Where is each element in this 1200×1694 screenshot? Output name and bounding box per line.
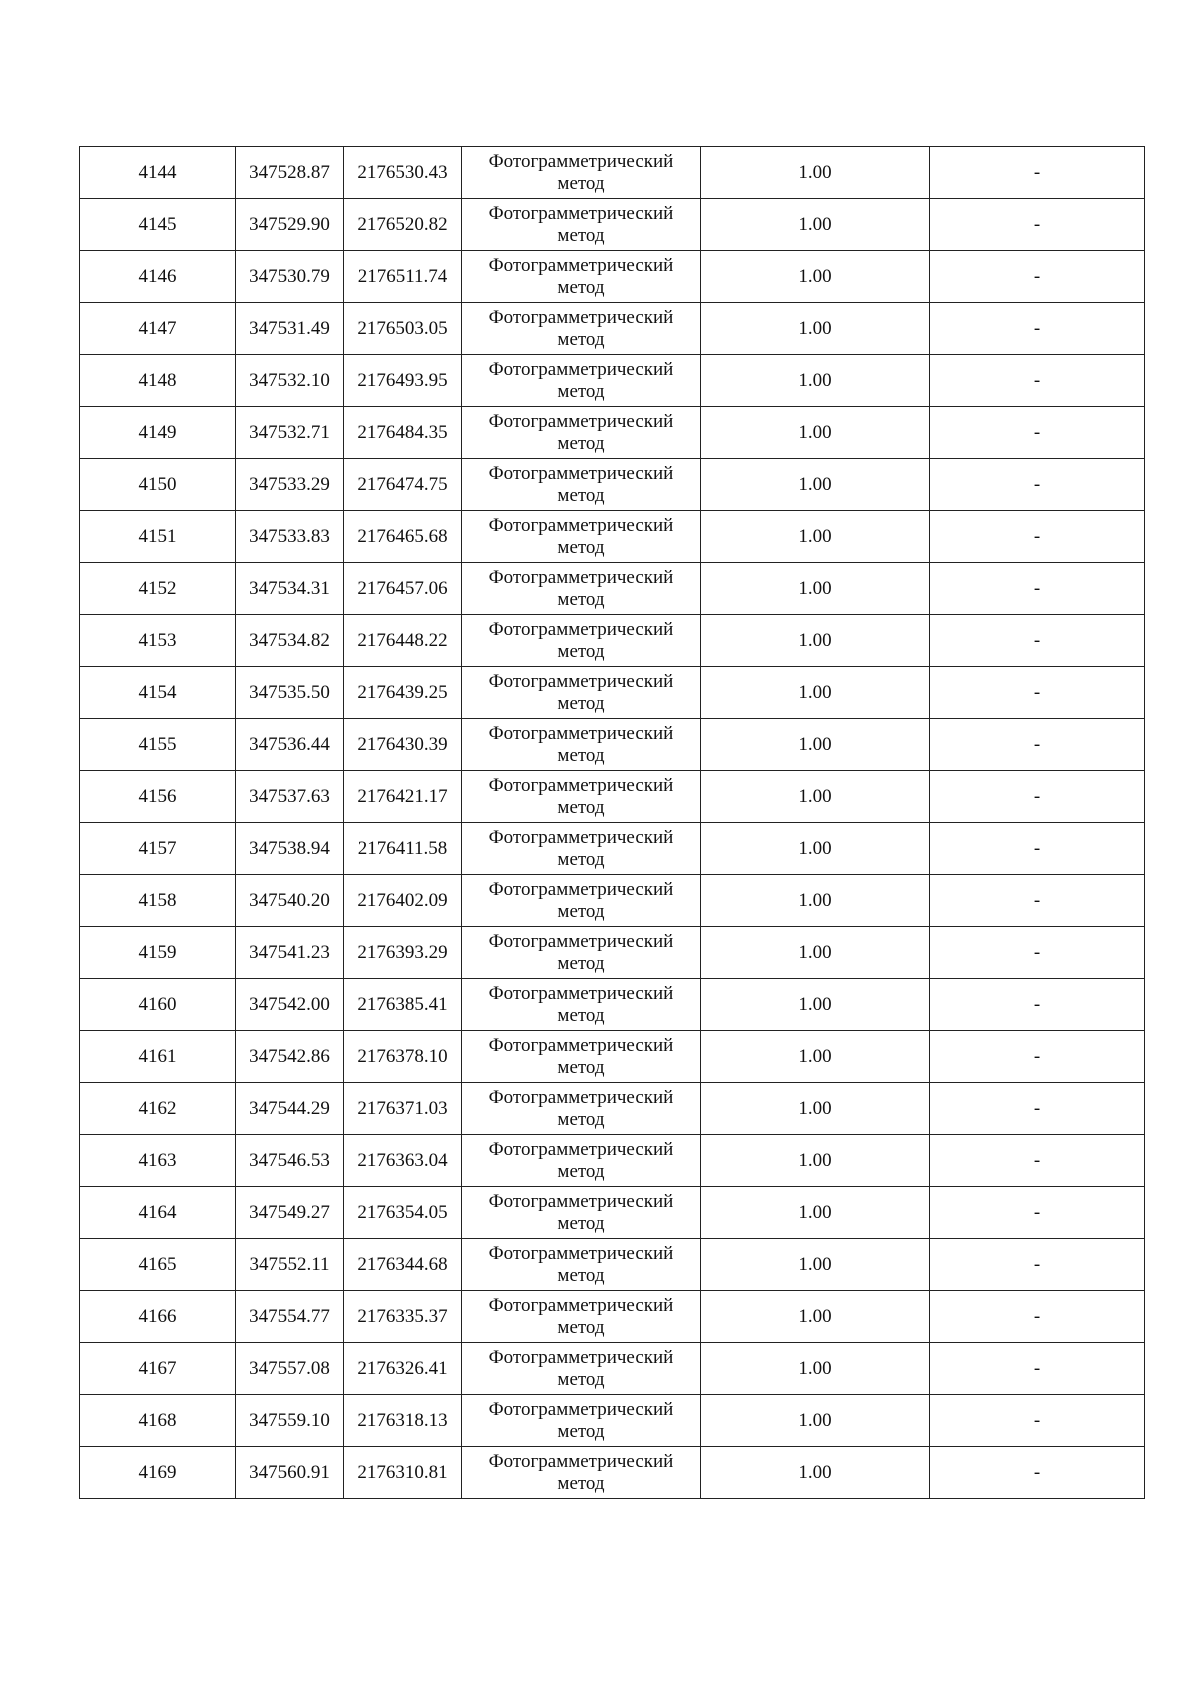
y-coordinate-cell: 2176385.41 (344, 979, 462, 1031)
table-row (80, 1447, 1145, 1499)
accuracy-cell: 1.00 (701, 667, 930, 719)
table-row (80, 823, 1145, 875)
point-number-cell: 4156 (80, 771, 236, 823)
method-text: Фотограмметрический метод (488, 410, 674, 454)
note-cell: - (930, 1447, 1145, 1499)
table-row (80, 407, 1145, 459)
method-text: Фотограмметрический метод (488, 150, 674, 194)
y-coordinate-cell: 2176448.22 (344, 615, 462, 667)
y-coordinate-cell: 2176530.43 (344, 147, 462, 199)
note-cell: - (930, 199, 1145, 251)
note-cell: - (930, 1239, 1145, 1291)
note-cell: - (930, 407, 1145, 459)
method-text: Фотограмметрический метод (488, 1138, 674, 1182)
method-cell (462, 303, 701, 355)
method-cell (462, 355, 701, 407)
accuracy-cell: 1.00 (701, 1083, 930, 1135)
method-cell (462, 875, 701, 927)
note-cell: - (930, 823, 1145, 875)
accuracy-cell: 1.00 (701, 563, 930, 615)
method-cell (462, 1343, 701, 1395)
point-number-cell: 4167 (80, 1343, 236, 1395)
accuracy-cell: 1.00 (701, 927, 930, 979)
point-number-cell: 4149 (80, 407, 236, 459)
note-cell: - (930, 1343, 1145, 1395)
point-number-cell: 4145 (80, 199, 236, 251)
accuracy-cell: 1.00 (701, 979, 930, 1031)
accuracy-cell: 1.00 (701, 1343, 930, 1395)
x-coordinate-cell: 347540.20 (236, 875, 344, 927)
method-text: Фотограмметрический метод (488, 774, 674, 818)
point-number-cell: 4146 (80, 251, 236, 303)
note-cell: - (930, 771, 1145, 823)
method-cell (462, 147, 701, 199)
method-text: Фотограмметрический метод (488, 1190, 674, 1234)
y-coordinate-cell: 2176520.82 (344, 199, 462, 251)
method-text: Фотограмметрический метод (488, 254, 674, 298)
x-coordinate-cell: 347560.91 (236, 1447, 344, 1499)
point-number-cell: 4165 (80, 1239, 236, 1291)
table-row (80, 771, 1145, 823)
table-row (80, 147, 1145, 199)
method-cell (462, 1187, 701, 1239)
note-cell: - (930, 667, 1145, 719)
method-cell (462, 1447, 701, 1499)
y-coordinate-cell: 2176335.37 (344, 1291, 462, 1343)
note-cell: - (930, 875, 1145, 927)
note-cell: - (930, 615, 1145, 667)
method-text: Фотограмметрический метод (488, 1346, 674, 1390)
accuracy-cell: 1.00 (701, 303, 930, 355)
method-cell (462, 1031, 701, 1083)
x-coordinate-cell: 347544.29 (236, 1083, 344, 1135)
method-text: Фотограмметрический метод (488, 462, 674, 506)
x-coordinate-cell: 347538.94 (236, 823, 344, 875)
x-coordinate-cell: 347541.23 (236, 927, 344, 979)
method-cell (462, 1291, 701, 1343)
method-text: Фотограмметрический метод (488, 1034, 674, 1078)
method-text: Фотограмметрический метод (488, 618, 674, 662)
method-cell (462, 927, 701, 979)
point-number-cell: 4159 (80, 927, 236, 979)
x-coordinate-cell: 347549.27 (236, 1187, 344, 1239)
x-coordinate-cell: 347532.10 (236, 355, 344, 407)
point-number-cell: 4168 (80, 1395, 236, 1447)
x-coordinate-cell: 347537.63 (236, 771, 344, 823)
note-cell: - (930, 1395, 1145, 1447)
method-text: Фотограмметрический метод (488, 566, 674, 610)
table-row (80, 875, 1145, 927)
method-cell (462, 1239, 701, 1291)
y-coordinate-cell: 2176511.74 (344, 251, 462, 303)
table-row (80, 355, 1145, 407)
point-number-cell: 4150 (80, 459, 236, 511)
note-cell: - (930, 1187, 1145, 1239)
accuracy-cell: 1.00 (701, 1031, 930, 1083)
table-row (80, 1031, 1145, 1083)
y-coordinate-cell: 2176354.05 (344, 1187, 462, 1239)
y-coordinate-cell: 2176363.04 (344, 1135, 462, 1187)
method-cell (462, 563, 701, 615)
method-cell (462, 615, 701, 667)
table-row (80, 979, 1145, 1031)
y-coordinate-cell: 2176326.41 (344, 1343, 462, 1395)
accuracy-cell: 1.00 (701, 823, 930, 875)
point-number-cell: 4154 (80, 667, 236, 719)
accuracy-cell: 1.00 (701, 511, 930, 563)
table-row (80, 511, 1145, 563)
method-cell (462, 459, 701, 511)
method-text: Фотограмметрический метод (488, 826, 674, 870)
note-cell: - (930, 927, 1145, 979)
method-cell (462, 979, 701, 1031)
note-cell: - (930, 1031, 1145, 1083)
method-text: Фотограмметрический метод (488, 1086, 674, 1130)
method-cell (462, 823, 701, 875)
x-coordinate-cell: 347530.79 (236, 251, 344, 303)
x-coordinate-cell: 347542.86 (236, 1031, 344, 1083)
table-row (80, 1083, 1145, 1135)
table-row (80, 563, 1145, 615)
x-coordinate-cell: 347546.53 (236, 1135, 344, 1187)
accuracy-cell: 1.00 (701, 719, 930, 771)
point-number-cell: 4163 (80, 1135, 236, 1187)
y-coordinate-cell: 2176371.03 (344, 1083, 462, 1135)
method-text: Фотограмметрический метод (488, 1450, 674, 1494)
y-coordinate-cell: 2176484.35 (344, 407, 462, 459)
note-cell: - (930, 459, 1145, 511)
table-row (80, 667, 1145, 719)
method-text: Фотограмметрический метод (488, 358, 674, 402)
accuracy-cell: 1.00 (701, 355, 930, 407)
note-cell: - (930, 1291, 1145, 1343)
method-cell (462, 511, 701, 563)
method-cell (462, 771, 701, 823)
method-text: Фотограмметрический метод (488, 1242, 674, 1286)
x-coordinate-cell: 347559.10 (236, 1395, 344, 1447)
y-coordinate-cell: 2176465.68 (344, 511, 462, 563)
point-number-cell: 4162 (80, 1083, 236, 1135)
x-coordinate-cell: 347531.49 (236, 303, 344, 355)
accuracy-cell: 1.00 (701, 407, 930, 459)
x-coordinate-cell: 347557.08 (236, 1343, 344, 1395)
table-row (80, 1187, 1145, 1239)
method-text: Фотограмметрический метод (488, 878, 674, 922)
accuracy-cell: 1.00 (701, 147, 930, 199)
y-coordinate-cell: 2176493.95 (344, 355, 462, 407)
note-cell: - (930, 251, 1145, 303)
x-coordinate-cell: 347529.90 (236, 199, 344, 251)
x-coordinate-cell: 347542.00 (236, 979, 344, 1031)
accuracy-cell: 1.00 (701, 1239, 930, 1291)
accuracy-cell: 1.00 (701, 199, 930, 251)
method-text: Фотограмметрический метод (488, 306, 674, 350)
method-text: Фотограмметрический метод (488, 670, 674, 714)
x-coordinate-cell: 347534.31 (236, 563, 344, 615)
method-text: Фотограмметрический метод (488, 1294, 674, 1338)
point-number-cell: 4147 (80, 303, 236, 355)
method-cell (462, 251, 701, 303)
y-coordinate-cell: 2176344.68 (344, 1239, 462, 1291)
accuracy-cell: 1.00 (701, 1187, 930, 1239)
table-row (80, 1395, 1145, 1447)
x-coordinate-cell: 347532.71 (236, 407, 344, 459)
note-cell: - (930, 511, 1145, 563)
y-coordinate-cell: 2176503.05 (344, 303, 462, 355)
accuracy-cell: 1.00 (701, 251, 930, 303)
note-cell: - (930, 1083, 1145, 1135)
accuracy-cell: 1.00 (701, 875, 930, 927)
note-cell: - (930, 303, 1145, 355)
accuracy-cell: 1.00 (701, 1447, 930, 1499)
method-text: Фотограмметрический метод (488, 1398, 674, 1442)
x-coordinate-cell: 347533.29 (236, 459, 344, 511)
note-cell: - (930, 355, 1145, 407)
point-number-cell: 4160 (80, 979, 236, 1031)
table-row (80, 927, 1145, 979)
method-text: Фотограмметрический метод (488, 514, 674, 558)
x-coordinate-cell: 347528.87 (236, 147, 344, 199)
method-text: Фотограмметрический метод (488, 930, 674, 974)
method-text: Фотограмметрический метод (488, 202, 674, 246)
table-row (80, 1135, 1145, 1187)
method-cell (462, 719, 701, 771)
y-coordinate-cell: 2176378.10 (344, 1031, 462, 1083)
point-number-cell: 4152 (80, 563, 236, 615)
point-number-cell: 4155 (80, 719, 236, 771)
method-cell (462, 667, 701, 719)
x-coordinate-cell: 347534.82 (236, 615, 344, 667)
y-coordinate-cell: 2176402.09 (344, 875, 462, 927)
note-cell: - (930, 979, 1145, 1031)
table-row (80, 1291, 1145, 1343)
point-number-cell: 4158 (80, 875, 236, 927)
x-coordinate-cell: 347554.77 (236, 1291, 344, 1343)
coordinates-table (79, 146, 1145, 1499)
accuracy-cell: 1.00 (701, 1135, 930, 1187)
note-cell: - (930, 147, 1145, 199)
table-row (80, 615, 1145, 667)
y-coordinate-cell: 2176474.75 (344, 459, 462, 511)
coordinates-table-body (80, 147, 1145, 1499)
point-number-cell: 4148 (80, 355, 236, 407)
point-number-cell: 4144 (80, 147, 236, 199)
method-cell (462, 1395, 701, 1447)
table-row (80, 251, 1145, 303)
method-text: Фотограмметрический метод (488, 722, 674, 766)
point-number-cell: 4161 (80, 1031, 236, 1083)
accuracy-cell: 1.00 (701, 1291, 930, 1343)
y-coordinate-cell: 2176411.58 (344, 823, 462, 875)
y-coordinate-cell: 2176310.81 (344, 1447, 462, 1499)
accuracy-cell: 1.00 (701, 459, 930, 511)
table-row (80, 199, 1145, 251)
table-row (80, 1343, 1145, 1395)
y-coordinate-cell: 2176457.06 (344, 563, 462, 615)
point-number-cell: 4166 (80, 1291, 236, 1343)
method-text: Фотограмметрический метод (488, 982, 674, 1026)
y-coordinate-cell: 2176439.25 (344, 667, 462, 719)
method-cell (462, 199, 701, 251)
method-cell (462, 1083, 701, 1135)
x-coordinate-cell: 347535.50 (236, 667, 344, 719)
point-number-cell: 4157 (80, 823, 236, 875)
accuracy-cell: 1.00 (701, 615, 930, 667)
note-cell: - (930, 719, 1145, 771)
table-row (80, 459, 1145, 511)
x-coordinate-cell: 347552.11 (236, 1239, 344, 1291)
accuracy-cell: 1.00 (701, 771, 930, 823)
table-row (80, 719, 1145, 771)
method-cell (462, 1135, 701, 1187)
method-cell (462, 407, 701, 459)
point-number-cell: 4153 (80, 615, 236, 667)
accuracy-cell: 1.00 (701, 1395, 930, 1447)
point-number-cell: 4164 (80, 1187, 236, 1239)
x-coordinate-cell: 347536.44 (236, 719, 344, 771)
table-row (80, 303, 1145, 355)
point-number-cell: 4151 (80, 511, 236, 563)
note-cell: - (930, 1135, 1145, 1187)
point-number-cell: 4169 (80, 1447, 236, 1499)
y-coordinate-cell: 2176318.13 (344, 1395, 462, 1447)
y-coordinate-cell: 2176430.39 (344, 719, 462, 771)
y-coordinate-cell: 2176393.29 (344, 927, 462, 979)
x-coordinate-cell: 347533.83 (236, 511, 344, 563)
note-cell: - (930, 563, 1145, 615)
y-coordinate-cell: 2176421.17 (344, 771, 462, 823)
table-row (80, 1239, 1145, 1291)
